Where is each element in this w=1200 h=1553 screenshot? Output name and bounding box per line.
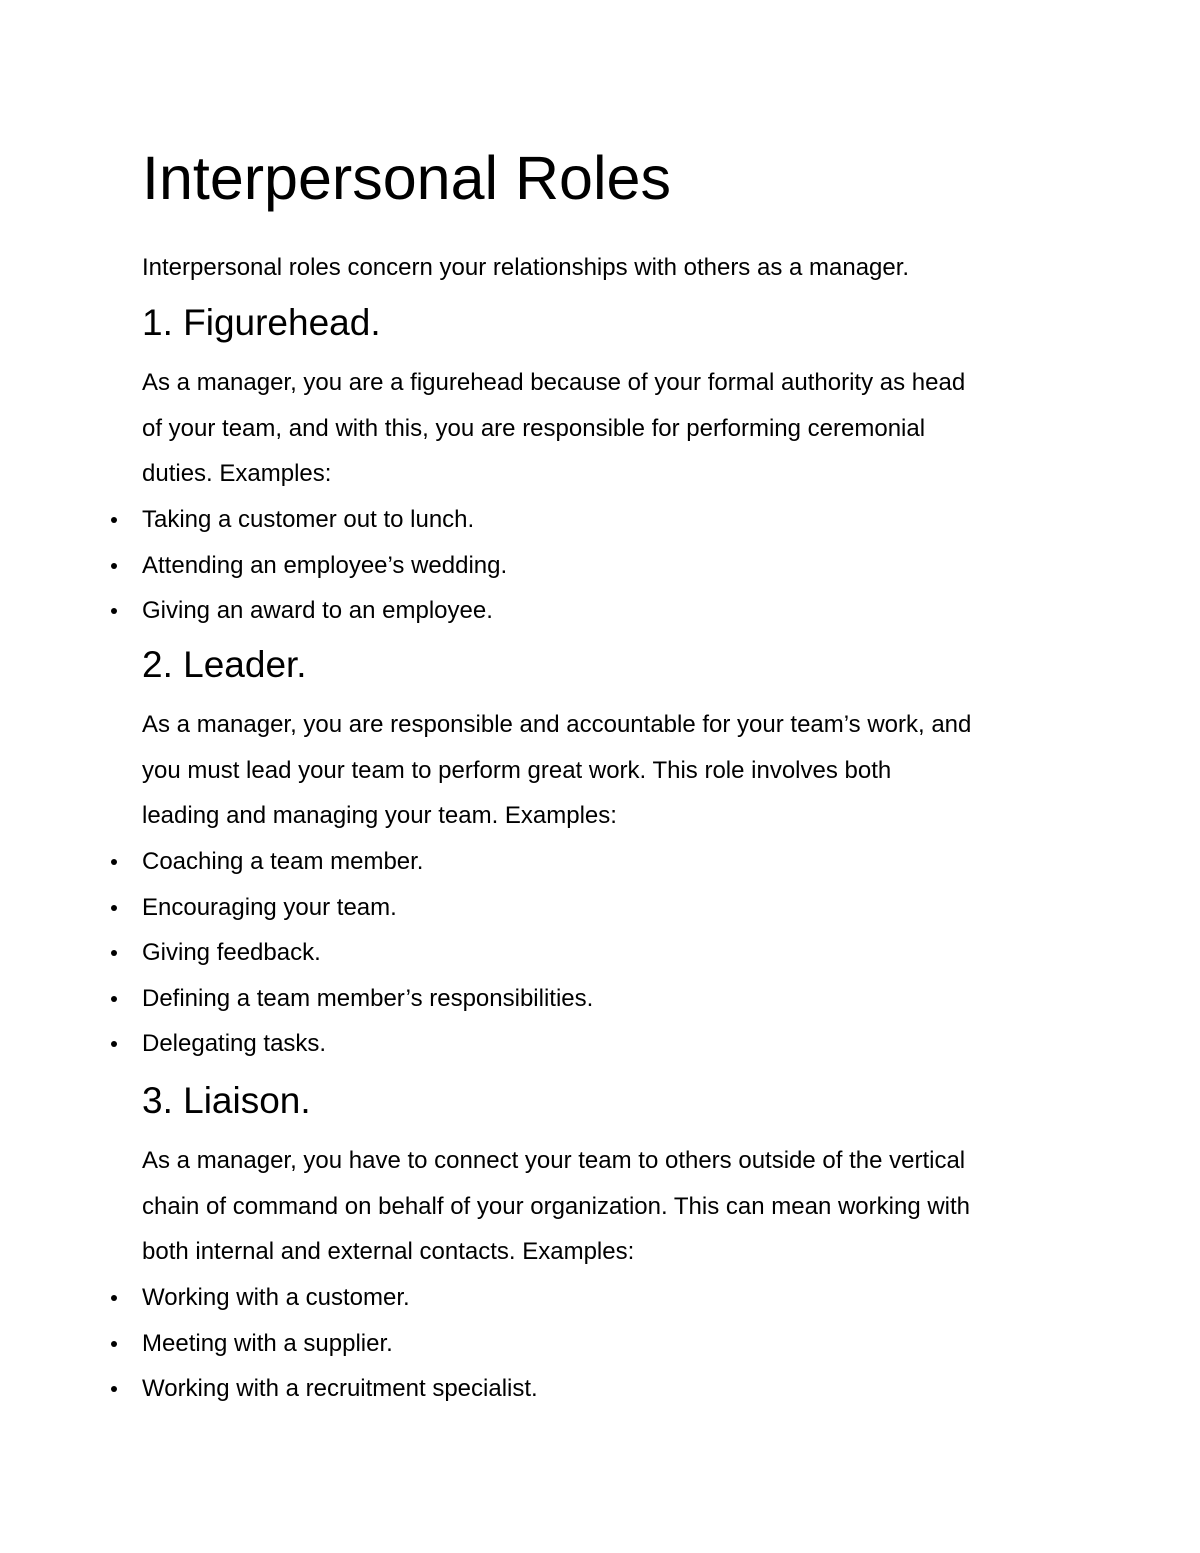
list-item-text: Defining a team member’s responsibilities. xyxy=(142,984,594,1012)
section-paragraph-figurehead xyxy=(142,360,1082,497)
section-heading-liaison: 3. Liaison. xyxy=(142,1080,311,1121)
bullet-icon xyxy=(111,905,117,911)
paragraph-line: chain of command on behalf of your organization. This can mean working with xyxy=(142,1192,971,1220)
list-item-text: Attending an employee’s wedding. xyxy=(142,551,508,579)
section-heading-leader: 2. Leader. xyxy=(142,644,307,685)
bullet-icon xyxy=(111,1386,117,1392)
page-title: Interpersonal Roles xyxy=(142,144,671,212)
bullet-icon xyxy=(111,517,117,523)
list-item-text: Working with a recruitment specialist. xyxy=(142,1375,538,1402)
bullet-icon xyxy=(111,996,117,1002)
bullet-icon xyxy=(111,1041,117,1047)
list-item-text: Working with a customer. xyxy=(142,1284,410,1311)
list-item-text: Delegating tasks. xyxy=(142,1030,327,1057)
bullet-icon xyxy=(111,1341,117,1347)
intro-paragraph: Interpersonal roles concern your relationships with others as a manager. xyxy=(142,254,910,281)
list-item-text: Giving feedback. xyxy=(142,939,321,966)
paragraph-line: As a manager, you are a figurehead because of your formal authority as head xyxy=(142,369,966,396)
section-heading-figurehead: 1. Figurehead. xyxy=(142,302,381,343)
list-item-text: Encouraging your team. xyxy=(142,893,397,921)
paragraph-line: leading and managing your team. Examples: xyxy=(142,802,617,829)
paragraph-line: you must lead your team to perform great work. This role involves both xyxy=(142,756,892,784)
list-item-text: Coaching a team member. xyxy=(142,848,424,875)
paragraph-line: duties. Examples: xyxy=(142,460,332,487)
bullet-icon xyxy=(111,950,117,956)
bullet-icon xyxy=(111,1295,117,1301)
section-paragraph-liaison xyxy=(142,1138,1082,1275)
list-item-text: Giving an award to an employee. xyxy=(142,597,493,624)
paragraph-line: As a manager, you are responsible and accountable for your team’s work, and xyxy=(142,711,972,738)
paragraph-line: of your team, and with this, you are responsible for performing ceremonial xyxy=(142,414,926,442)
paragraph-line: As a manager, you have to connect your team to others outside of the vertical xyxy=(142,1147,966,1174)
bullet-icon xyxy=(111,563,117,569)
list-item-text: Meeting with a supplier. xyxy=(142,1329,393,1357)
paragraph-line: both internal and external contacts. Examples: xyxy=(142,1238,635,1265)
bullet-icon xyxy=(111,608,117,614)
bullet-icon xyxy=(111,859,117,865)
section-paragraph-leader xyxy=(142,702,1082,839)
list-item-text: Taking a customer out to lunch. xyxy=(142,506,475,533)
